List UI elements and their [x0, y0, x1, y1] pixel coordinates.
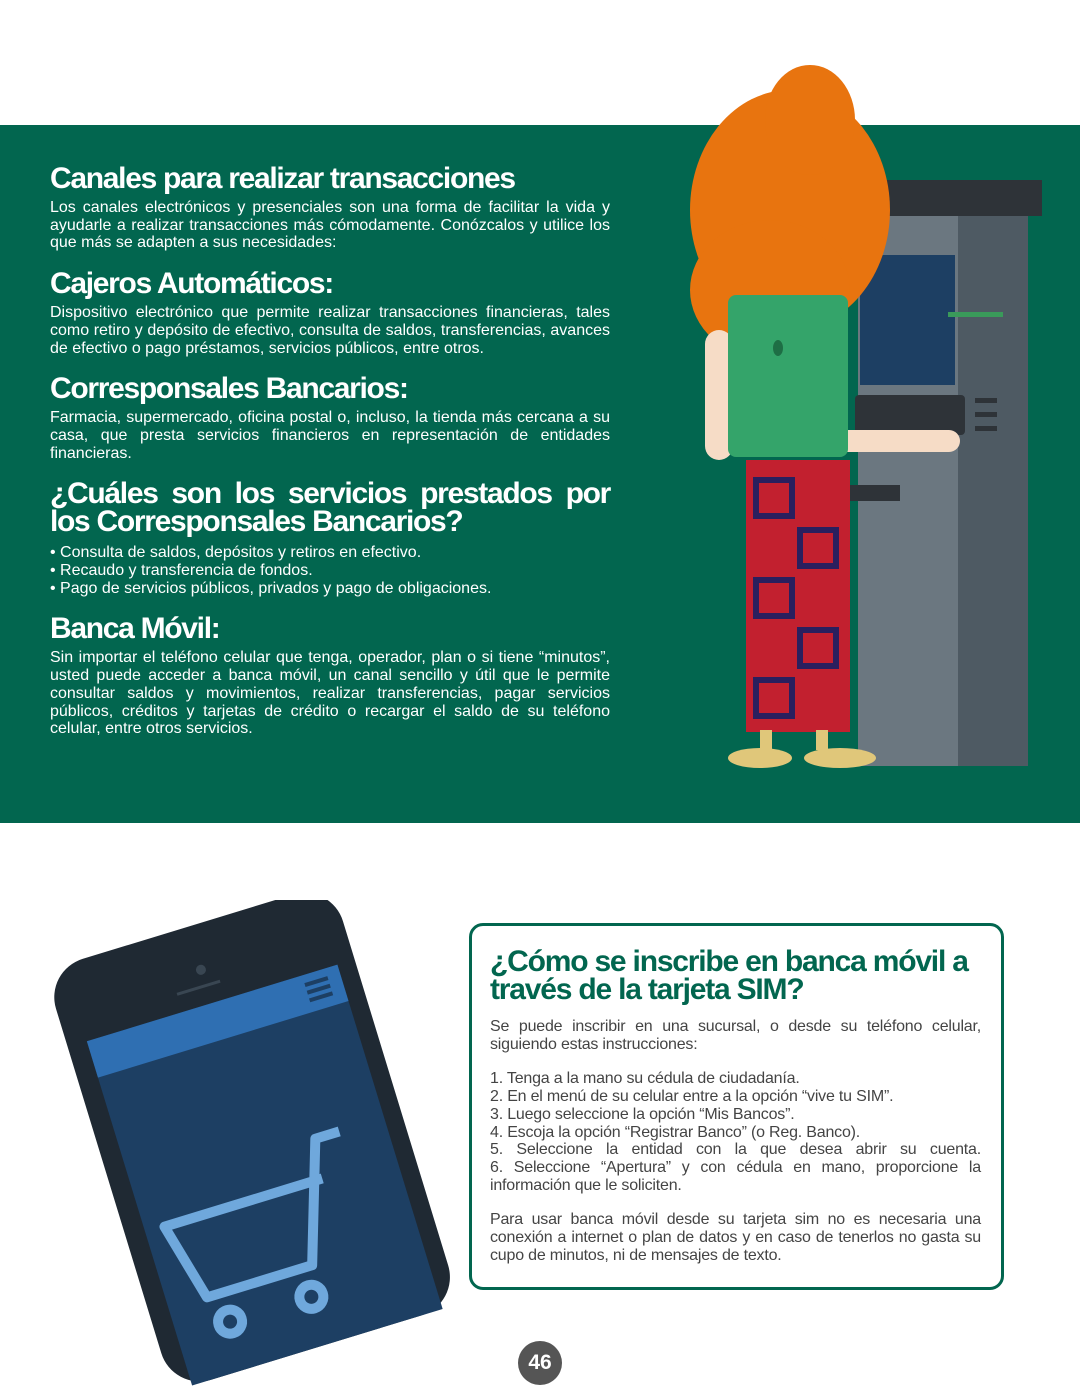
channels-column [50, 162, 610, 756]
sim-box-note: Para usar banca móvil desde su tarjeta sim no es necesaria una conexión a internet o plan de datos y en caso de tenerlos no gasta su cupo de minutos, ni de mensajes de texto. [490, 1211, 981, 1264]
heading-services: ¿Cuáles son los servicios prestados por los Corresponsales Bancarios? [50, 477, 610, 539]
atm-text: Dispositivo electrónico que permite realizar transacciones financieras, tales como retiro y depósito de efectivo, consulta de saldos, transferencias, avances de efectivo o pago préstamos, servicios públicos, entre otros. [50, 304, 610, 357]
intro-section [50, 162, 610, 252]
correspondents-text: Farmacia, supermercado, oficina postal o, incluso, la tienda más cercana a su casa, que presta servicios financieros en representación de entidades financieras. [50, 409, 610, 462]
step-item: 5. Seleccione la entidad con la que desea abrir su cuenta. [490, 1141, 981, 1159]
atm-section [50, 267, 610, 357]
sim-box-intro: Se puede inscribir en una sucursal, o desde su teléfono celular, siguiendo estas instrucciones: [490, 1018, 981, 1053]
atm-woman-illustration [680, 60, 1050, 770]
step-item: 6. Seleccione “Apertura” y con cédula en mano, proporcione la información que le soliciten. [490, 1158, 981, 1194]
heading-atm: Cajeros Automáticos: [50, 267, 333, 301]
sim-enrollment-box [469, 923, 1004, 1290]
step-item: 3. Luego seleccione la opción “Mis Bancos”. [490, 1105, 795, 1123]
heading-mobile-banking: Banca Móvil: [50, 612, 220, 646]
sim-box-title: ¿Cómo se inscribe en banca móvil a través de la tarjeta SIM? [490, 945, 968, 1006]
services-section [50, 477, 610, 597]
step-item: 2. En el menú de su celular entre a la opción “vive tu SIM”. [490, 1088, 894, 1106]
list-item: • Consulta de saldos, depósitos y retiros en efectivo. [50, 544, 610, 562]
heading-channels: Canales para realizar transacciones [50, 162, 515, 195]
services-list [50, 544, 610, 597]
correspondents-section [50, 372, 610, 462]
list-item: • Pago de servicios públicos, privados y pago de obligaciones. [50, 580, 610, 598]
heading-correspondents: Corresponsales Bancarios: [50, 372, 408, 406]
intro-text: Los canales electrónicos y presenciales son una forma de facilitar la vida y ayudarle a realizar transacciones más cómodamente. Conózcalos y utilice los que más se adapten a sus necesidades: [50, 199, 610, 252]
smartphone-illustration [50, 900, 520, 1397]
list-item: • Recaudo y transferencia de fondos. [50, 562, 610, 580]
step-item: 4. Escoja la opción “Registrar Banco” (o Reg. Banco). [490, 1123, 861, 1141]
mobile-banking-text: Sin importar el teléfono celular que tenga, operador, plan o si tiene “minutos”, usted puede acceder a banca móvil, un canal sencillo y útil que le permite consultar saldos y movimientos, realizar transferencias, pagar servicios públicos, créditos y tarjetas de crédito o recargar el saldo de su teléfono celular, entre otros servicios. [50, 649, 610, 738]
step-item: 1. Tenga a la mano su cédula de ciudadanía. [490, 1070, 800, 1088]
mobile-banking-section [50, 612, 610, 738]
page-number: 46 [518, 1341, 562, 1385]
